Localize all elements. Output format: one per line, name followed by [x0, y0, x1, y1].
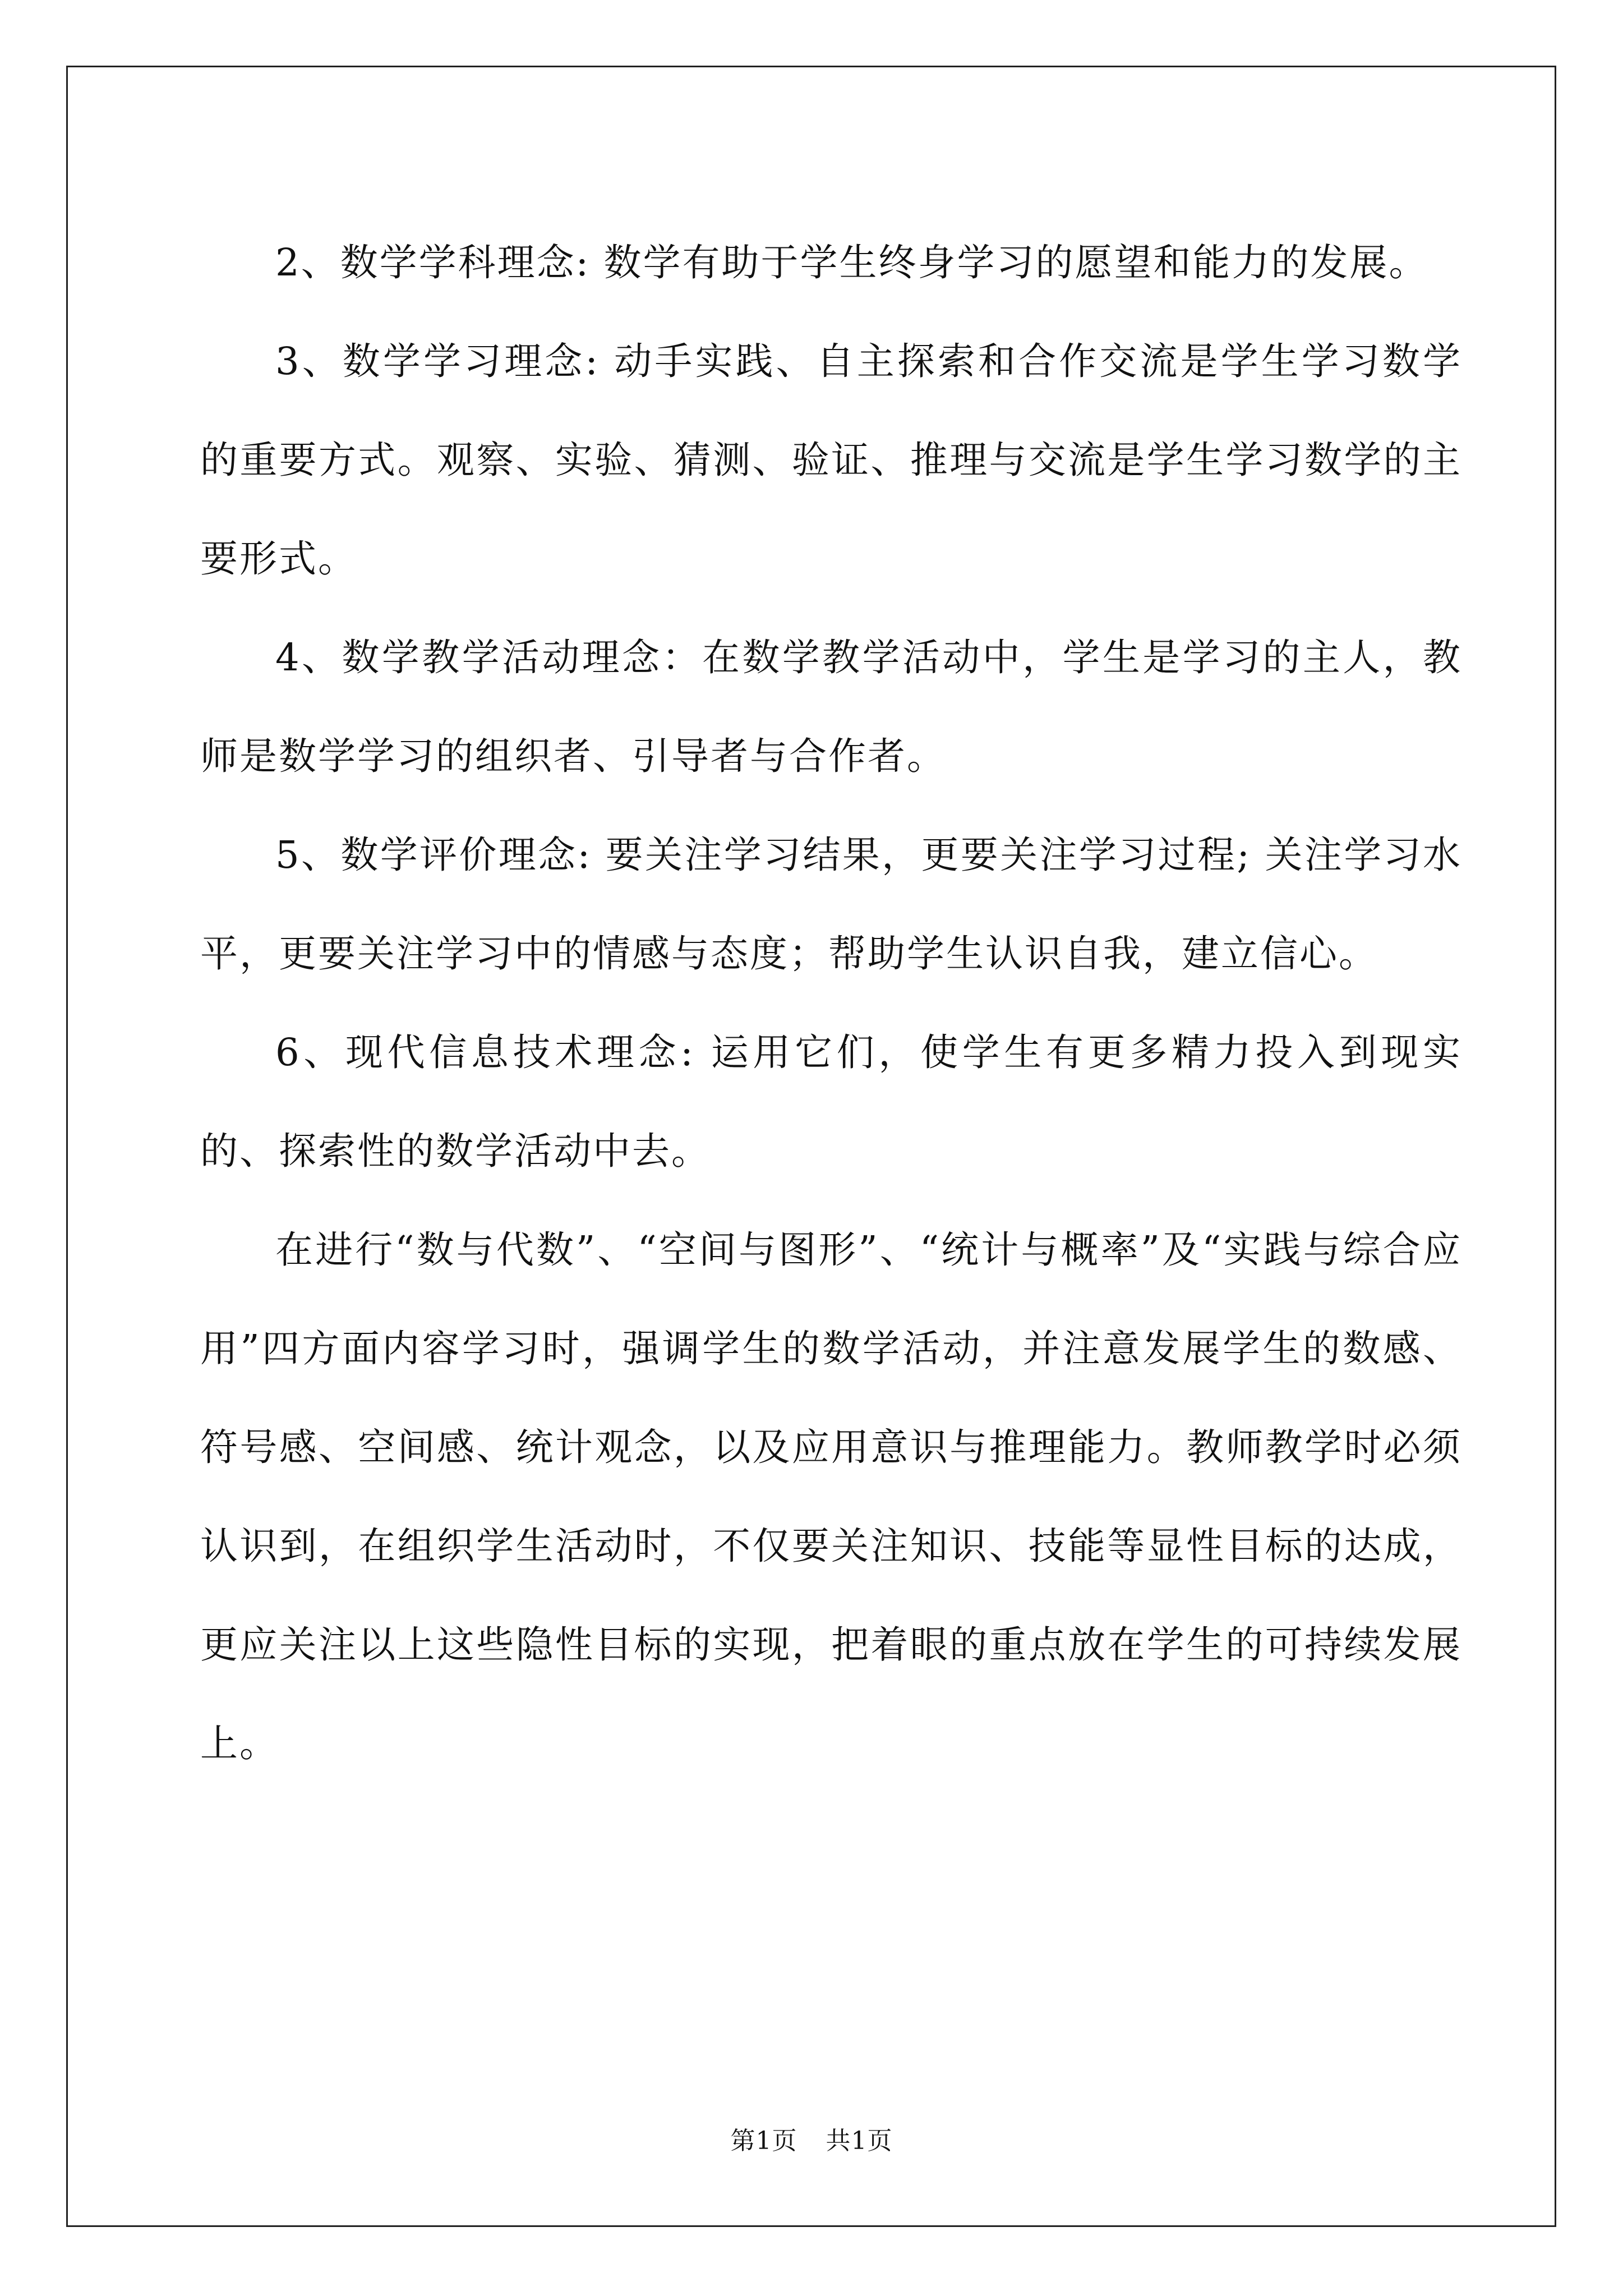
paragraph-teaching-activity: 4、数学教学活动理念：在数学教学活动中，学生是学习的主人，教师是数学学习的组织者、引导者与合作者。 [200, 636, 1462, 778]
paragraph-math-learning: 3、数学学习理念: 动手实践、自主探索和合作交流是学生学习数学的重要方式。观察、实验、猜测、验证、推理与交流是学生学习数学的主要形式。 [200, 339, 1462, 581]
paragraph-evaluation: 5、数学评价理念: 要关注学习结果，更要关注学习过程; 关注学习水平，更要关注学习中的情感与态度；帮助学生认识自我，建立信心。 [200, 833, 1462, 976]
paragraph-content-areas: 在进行“数与代数”、“空间与图形”、“统计与概率”及“实践与综合应用”四方面内容学习时，强调学生的数学活动，并注意发展学生的数感、符号感、空间感、统计观念，以及应用意识与推理能力。教师教学时必须认识到，在组织学生活动时，不仅要关注知识、技能等显性目标的达成，更应关注以上这些隐性目标的实现，把着眼的重点放在学生的可持续发展上。 [200, 1228, 1462, 1765]
page-number-total: 共1页 [826, 2127, 893, 2155]
paragraph-math-subject: 2、数学学科理念: 数学有助于学生终身学习的愿望和能力的发展。 [275, 241, 1428, 284]
paragraph-information-technology: 6、现代信息技术理念: 运用它们，使学生有更多精力投入到现实的、探索性的数学活动中去。 [200, 1030, 1462, 1173]
page-number-current: 第1页 [730, 2127, 797, 2155]
document-body [200, 213, 1462, 1793]
page-footer [0, 2120, 1623, 2156]
